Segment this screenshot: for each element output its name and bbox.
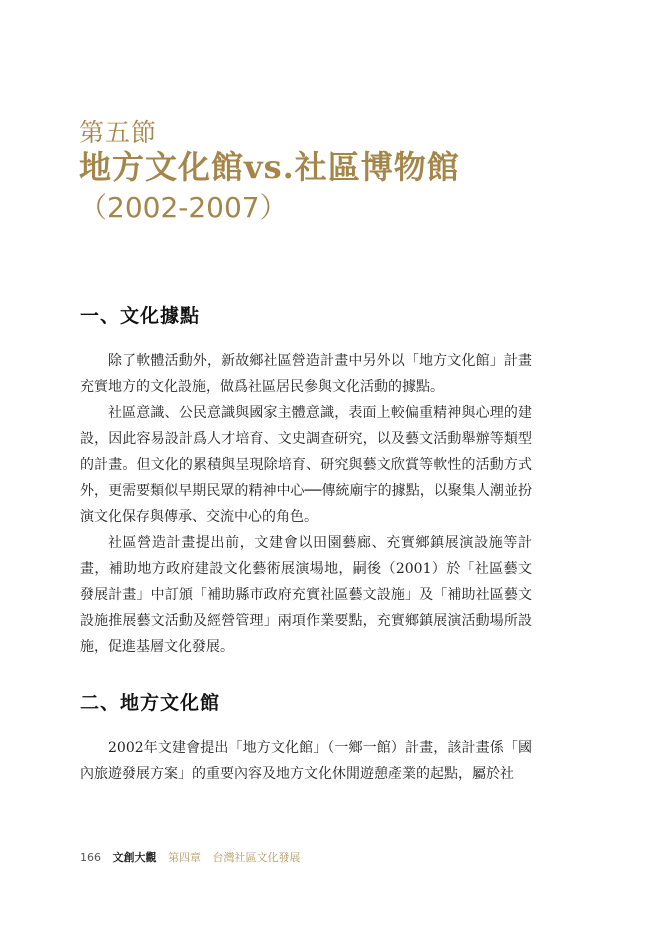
page-number: 166 <box>80 851 101 864</box>
chapter-years: （2002-2007） <box>79 191 288 224</box>
section-heading-local-culture-hall: 二、地方文化館 <box>80 692 221 714</box>
chapter-title: 地方文化館vs.社區博物館 <box>79 148 460 186</box>
section-heading-cultural-base: 一、文化據點 <box>80 305 201 327</box>
chapter-running-title: 台灣社區文化發展 <box>212 851 301 864</box>
book-title: 文創大觀 <box>112 851 157 864</box>
paragraph: 除了軟體活動外，新故鄉社區營造計畫中另外以「地方文化館」計畫充實地方的文化設施，做爲社區居民參與文化活動的據點。 <box>80 353 532 395</box>
paragraph: 2002年文建會提出「地方文化館」（一鄉一館）計畫，該計畫係「國內旅遊發展方案」的重要內容及地方文化休閒遊憩產業的起點，屬於社 <box>80 740 532 782</box>
chapter-label: 第四章 <box>168 851 201 864</box>
paragraph: 社區意識、公民意識與國家主體意識，表面上較偏重精神與心理的建設，因此容易設計爲人才培育、文史調查研究，以及藝文活動舉辦等類型的計畫。但文化的累積與呈現除培育、研究與藝文欣賞等軟性的活動方式外，更需要類似早期民眾的精神中心──傳統廟宇的據點，以聚集人潮並扮演文化保存與傳承、交流中心的角色。 <box>80 405 532 525</box>
page-footer <box>80 849 309 865</box>
chapter-kicker: 第五節 <box>79 118 158 147</box>
paragraph: 社區營造計畫提出前，文建會以田園藝廊、充實鄉鎮展演設施等計畫，補助地方政府建設文化藝術展演場地，嗣後（2001）於「社區藝文發展計畫」中訂頒「補助縣市政府充實社區藝文設施」及「補助社區藝文設施推展藝文活動及經營管理」兩項作業要點，充實鄉鎮展演活動場所設施，促進基層文化發展。 <box>80 535 532 655</box>
